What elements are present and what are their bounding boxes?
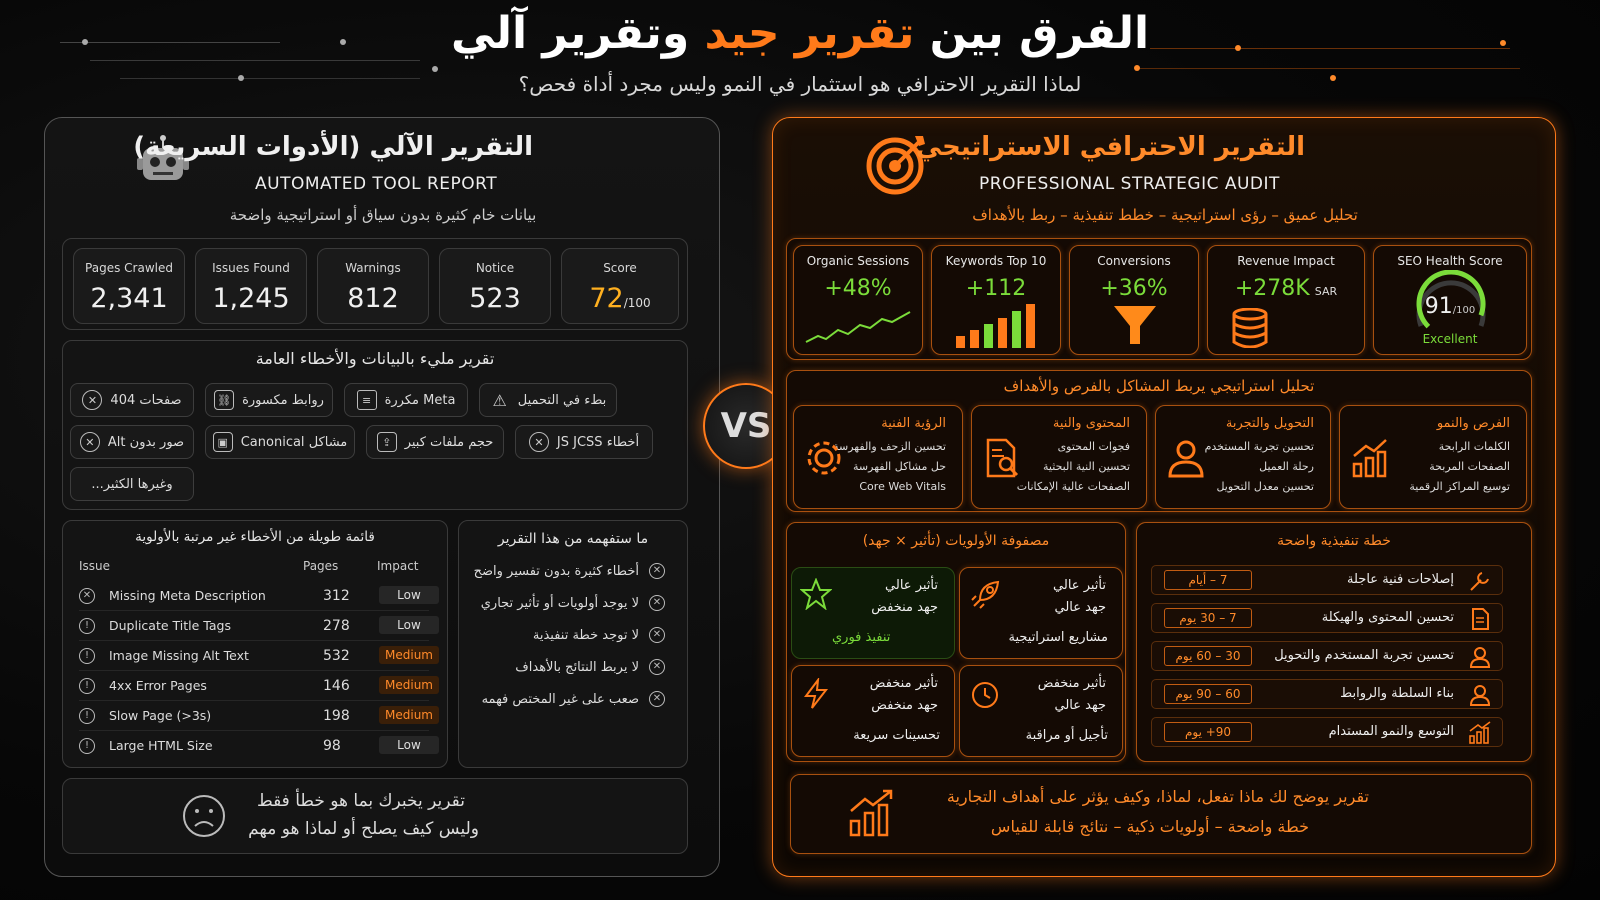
plan-title: خطة تنفيذية واضحة [1277, 533, 1391, 549]
plan-row: تحسين تجربة المستخدم والتحويل 30 – 60 يوم [1151, 641, 1503, 671]
right-title-ar: التقرير الاحترافي الاستراتيجي [915, 132, 1305, 162]
health-status: Excellent [1422, 332, 1478, 346]
chip-duplicate-meta: Meta مكررة ≡ [344, 383, 468, 417]
table-row: ! 4xx Error Pages 146 Medium [79, 671, 429, 701]
growth-chart-icon [1350, 438, 1390, 478]
title-highlight: تقرير جيد [704, 8, 915, 59]
left-conclusion [62, 778, 688, 854]
matrix-cell-postpone: تأثير منخفض جهد عالي تأجيل أو مراقبة [959, 665, 1123, 757]
left-title-en: AUTOMATED TOOL REPORT [255, 174, 498, 194]
plan-row: إصلاحات فنية عاجلة 7 – أيام [1151, 565, 1503, 595]
right-conclusion [790, 774, 1532, 854]
chip-more: وغيرها الكثير... [70, 467, 194, 501]
understanding-title: ما ستفهمه من هذا التقرير [497, 531, 649, 547]
kpi-seo-health: SEO Health Score 91/100 Excellent [1373, 245, 1527, 355]
table-row: ✕ Missing Meta Description 312 Low [79, 581, 429, 611]
execution-plan [1136, 522, 1532, 762]
warning-icon: ! [79, 708, 95, 724]
plan-row: التوسع والنمو المستدام 90+ يوم [1151, 717, 1503, 747]
automated-report-panel [44, 117, 720, 877]
analysis-content: المحتوى والنية فجوات المحتوى تحسين النية البحثية الصفحات عالية الإمكانات [971, 405, 1147, 509]
clock-icon [970, 680, 1000, 710]
left-conclusion-line1: تقرير يخبرك بما هو خطأ فقط [256, 791, 465, 811]
bar-growth-icon [956, 304, 1040, 348]
x-circle-icon: ✕ [649, 563, 665, 579]
understanding-item: ✕ لا يربط النتائج بالأهداف [465, 659, 665, 675]
x-circle-icon: ✕ [649, 659, 665, 675]
understanding-item: ✕ أخطاء كثيرة بدون تفسير واضح [465, 563, 665, 579]
kpi-container [786, 238, 1532, 360]
file-size-icon: ⇪ [377, 432, 397, 452]
chip-slow-loading: بطء في التحميل ⚠ [479, 383, 617, 417]
x-circle-icon: ✕ [649, 691, 665, 707]
understanding-item: ✕ صعب على غير المختص فهمه [465, 691, 665, 707]
analysis-conversion: التحويل والتجربة تحسين تجربة المستخدم رحلة العميل تحسين معدل التحويل [1155, 405, 1331, 509]
kpi-conversions: Conversions +36% [1069, 245, 1199, 355]
chip-missing-alt: صور بدون Alt ✕ [70, 425, 194, 459]
strategic-analysis [786, 370, 1532, 512]
matrix-cell-quick-win: تأثير عالي جهد منخفض تنفيذ فوري [791, 567, 955, 659]
table-row: ! Large HTML Size 98 Low [79, 731, 429, 761]
stat-issues-found: Issues Found 1,245 [195, 248, 307, 324]
vs-badge: VS [703, 383, 789, 469]
page-title: الفرق بين تقرير جيد وتقرير آلي [450, 8, 1150, 59]
sad-face-icon [181, 793, 227, 839]
rocket-icon [970, 578, 1002, 610]
col-header-issue: Issue [79, 559, 111, 573]
broken-link-icon: ⛓ [214, 390, 234, 410]
left-stats-container [62, 238, 688, 330]
chip-404: صفحات 404 ✕ [70, 383, 194, 417]
document-search-icon [982, 438, 1022, 478]
matrix-cell-strategic: تأثير عالي جهد عالي مشاريع استراتيجية [959, 567, 1123, 659]
x-circle-icon: ✕ [649, 627, 665, 643]
warning-icon: ⚠ [492, 390, 507, 410]
plan-row: بناء السلطة والروابط 60 – 90 يوم [1151, 679, 1503, 709]
left-conclusion-line2: وليس كيف يصلح أو لماذا هو مهم [248, 819, 479, 839]
analysis-growth: الفرص والنمو الكلمات الرابحة الصفحات المربحة توسيع المراكز الرقمية [1339, 405, 1527, 509]
warning-icon: ! [79, 648, 95, 664]
lightning-icon [802, 678, 830, 710]
table-row: ! Image Missing Alt Text 532 Medium [79, 641, 429, 671]
funnel-icon [1112, 304, 1158, 348]
matrix-caption: تأجيل أو مراقبة [1025, 728, 1108, 743]
x-circle-icon: ✕ [82, 390, 102, 410]
professional-audit-panel [772, 117, 1556, 877]
warning-icon: ! [79, 678, 95, 694]
x-circle-icon: ✕ [79, 588, 95, 604]
stat-warnings: Warnings 812 [317, 248, 429, 324]
col-header-impact: Impact [377, 559, 419, 573]
line-trend-icon [804, 310, 914, 346]
col-header-pages: Pages [303, 559, 339, 573]
growth-chart-icon [1468, 721, 1492, 745]
page-subtitle: لماذا التقرير الاحترافي هو استثمار في النمو وليس مجرد أداة فحص؟ [518, 72, 1082, 96]
x-circle-icon: ✕ [80, 432, 100, 452]
analysis-title: تحليل استراتيجي يربط المشاكل بالفرص والأهداف [1003, 377, 1315, 395]
priority-matrix [786, 522, 1126, 762]
right-tagline: تحليل عميق – رؤى استراتيجية – خطط تنفيذية – ربط بالأهداف [972, 206, 1358, 224]
matrix-title: مصفوفة الأولويات (تأثير × جهد) [862, 533, 1050, 549]
matrix-cell-quick-improvements: تأثير منخفض جهد منخفض تحسينات سريعة [791, 665, 955, 757]
chip-file-size: حجم ملفات كبير ⇪ [366, 425, 504, 459]
user-icon [1166, 438, 1206, 478]
database-icon [1232, 308, 1268, 348]
right-conclusion-line1: تقرير يوضح لك ماذا تفعل، لماذا، وكيف يؤثر على أهداف التجارية [946, 787, 1369, 806]
errors-container [62, 340, 688, 510]
user-icon [1468, 645, 1492, 669]
matrix-caption: تحسينات سريعة [853, 728, 940, 743]
matrix-caption: مشاريع استراتيجية [1008, 630, 1108, 645]
left-tagline: بيانات خام كثيرة بدون سياق أو استراتيجية واضحة [229, 206, 537, 224]
x-circle-icon: ✕ [649, 595, 665, 611]
stat-notice: Notice 523 [439, 248, 551, 324]
chip-canonical: مشاكل Canonical ▣ [205, 425, 355, 459]
right-title-en: PROFESSIONAL STRATEGIC AUDIT [979, 174, 1280, 194]
chip-broken-links: روابط مكسورة ⛓ [205, 383, 333, 417]
analysis-technical: الرؤية الفنية تحسين الزحف والفهرسة حل مشاكل الفهرسة Core Web Vitals [793, 405, 963, 509]
table-row: ! Slow Page (>3s) 198 Medium [79, 701, 429, 731]
kpi-organic-sessions: Organic Sessions +48% [793, 245, 923, 355]
wrench-icon [1468, 569, 1492, 593]
image-icon: ▣ [213, 432, 233, 452]
users-icon [1468, 683, 1492, 707]
plan-row: تحسين المحتوى والهيكلة 7 – 30 يوم [1151, 603, 1503, 633]
issues-table [62, 520, 448, 768]
kpi-keywords-top10: Keywords Top 10 +112 [931, 245, 1061, 355]
right-conclusion-line2: خطة واضحة – أولويات ذكية – نتائج قابلة للقياس [990, 817, 1309, 836]
warning-icon: ! [79, 618, 95, 634]
gear-icon [804, 438, 844, 478]
stat-pages-crawled: Pages Crawled 2,341 [73, 248, 185, 324]
understanding-item: ✕ لا يوجد أولويات أو تأثير تجاري [465, 595, 665, 611]
chip-js-errors: أخطاء JS JCSS ✕ [515, 425, 653, 459]
stat-score: Score 72/100 [561, 248, 679, 324]
growth-chart-icon [847, 789, 897, 839]
document-icon: ≡ [357, 390, 377, 410]
document-icon [1468, 607, 1492, 631]
kpi-revenue-impact: Revenue Impact +278K SAR [1207, 245, 1365, 355]
star-icon [800, 578, 832, 610]
understanding-box [458, 520, 688, 768]
warning-icon: ! [79, 738, 95, 754]
errors-title: تقرير مليء بالبيانات والأخطاء العامة [255, 349, 495, 368]
understanding-item: ✕ لا توجد خطة تنفيذية [465, 627, 665, 643]
issues-table-title: قائمة طويلة من الأخطاء غير مرتبة بالأولوية [135, 529, 375, 545]
left-title-ar: التقرير الآلي (الأدوات السريعة) [133, 132, 533, 162]
matrix-caption: تنفيذ فوري [832, 630, 891, 645]
table-row: ! Duplicate Title Tags 278 Low [79, 611, 429, 641]
x-circle-icon: ✕ [529, 432, 549, 452]
